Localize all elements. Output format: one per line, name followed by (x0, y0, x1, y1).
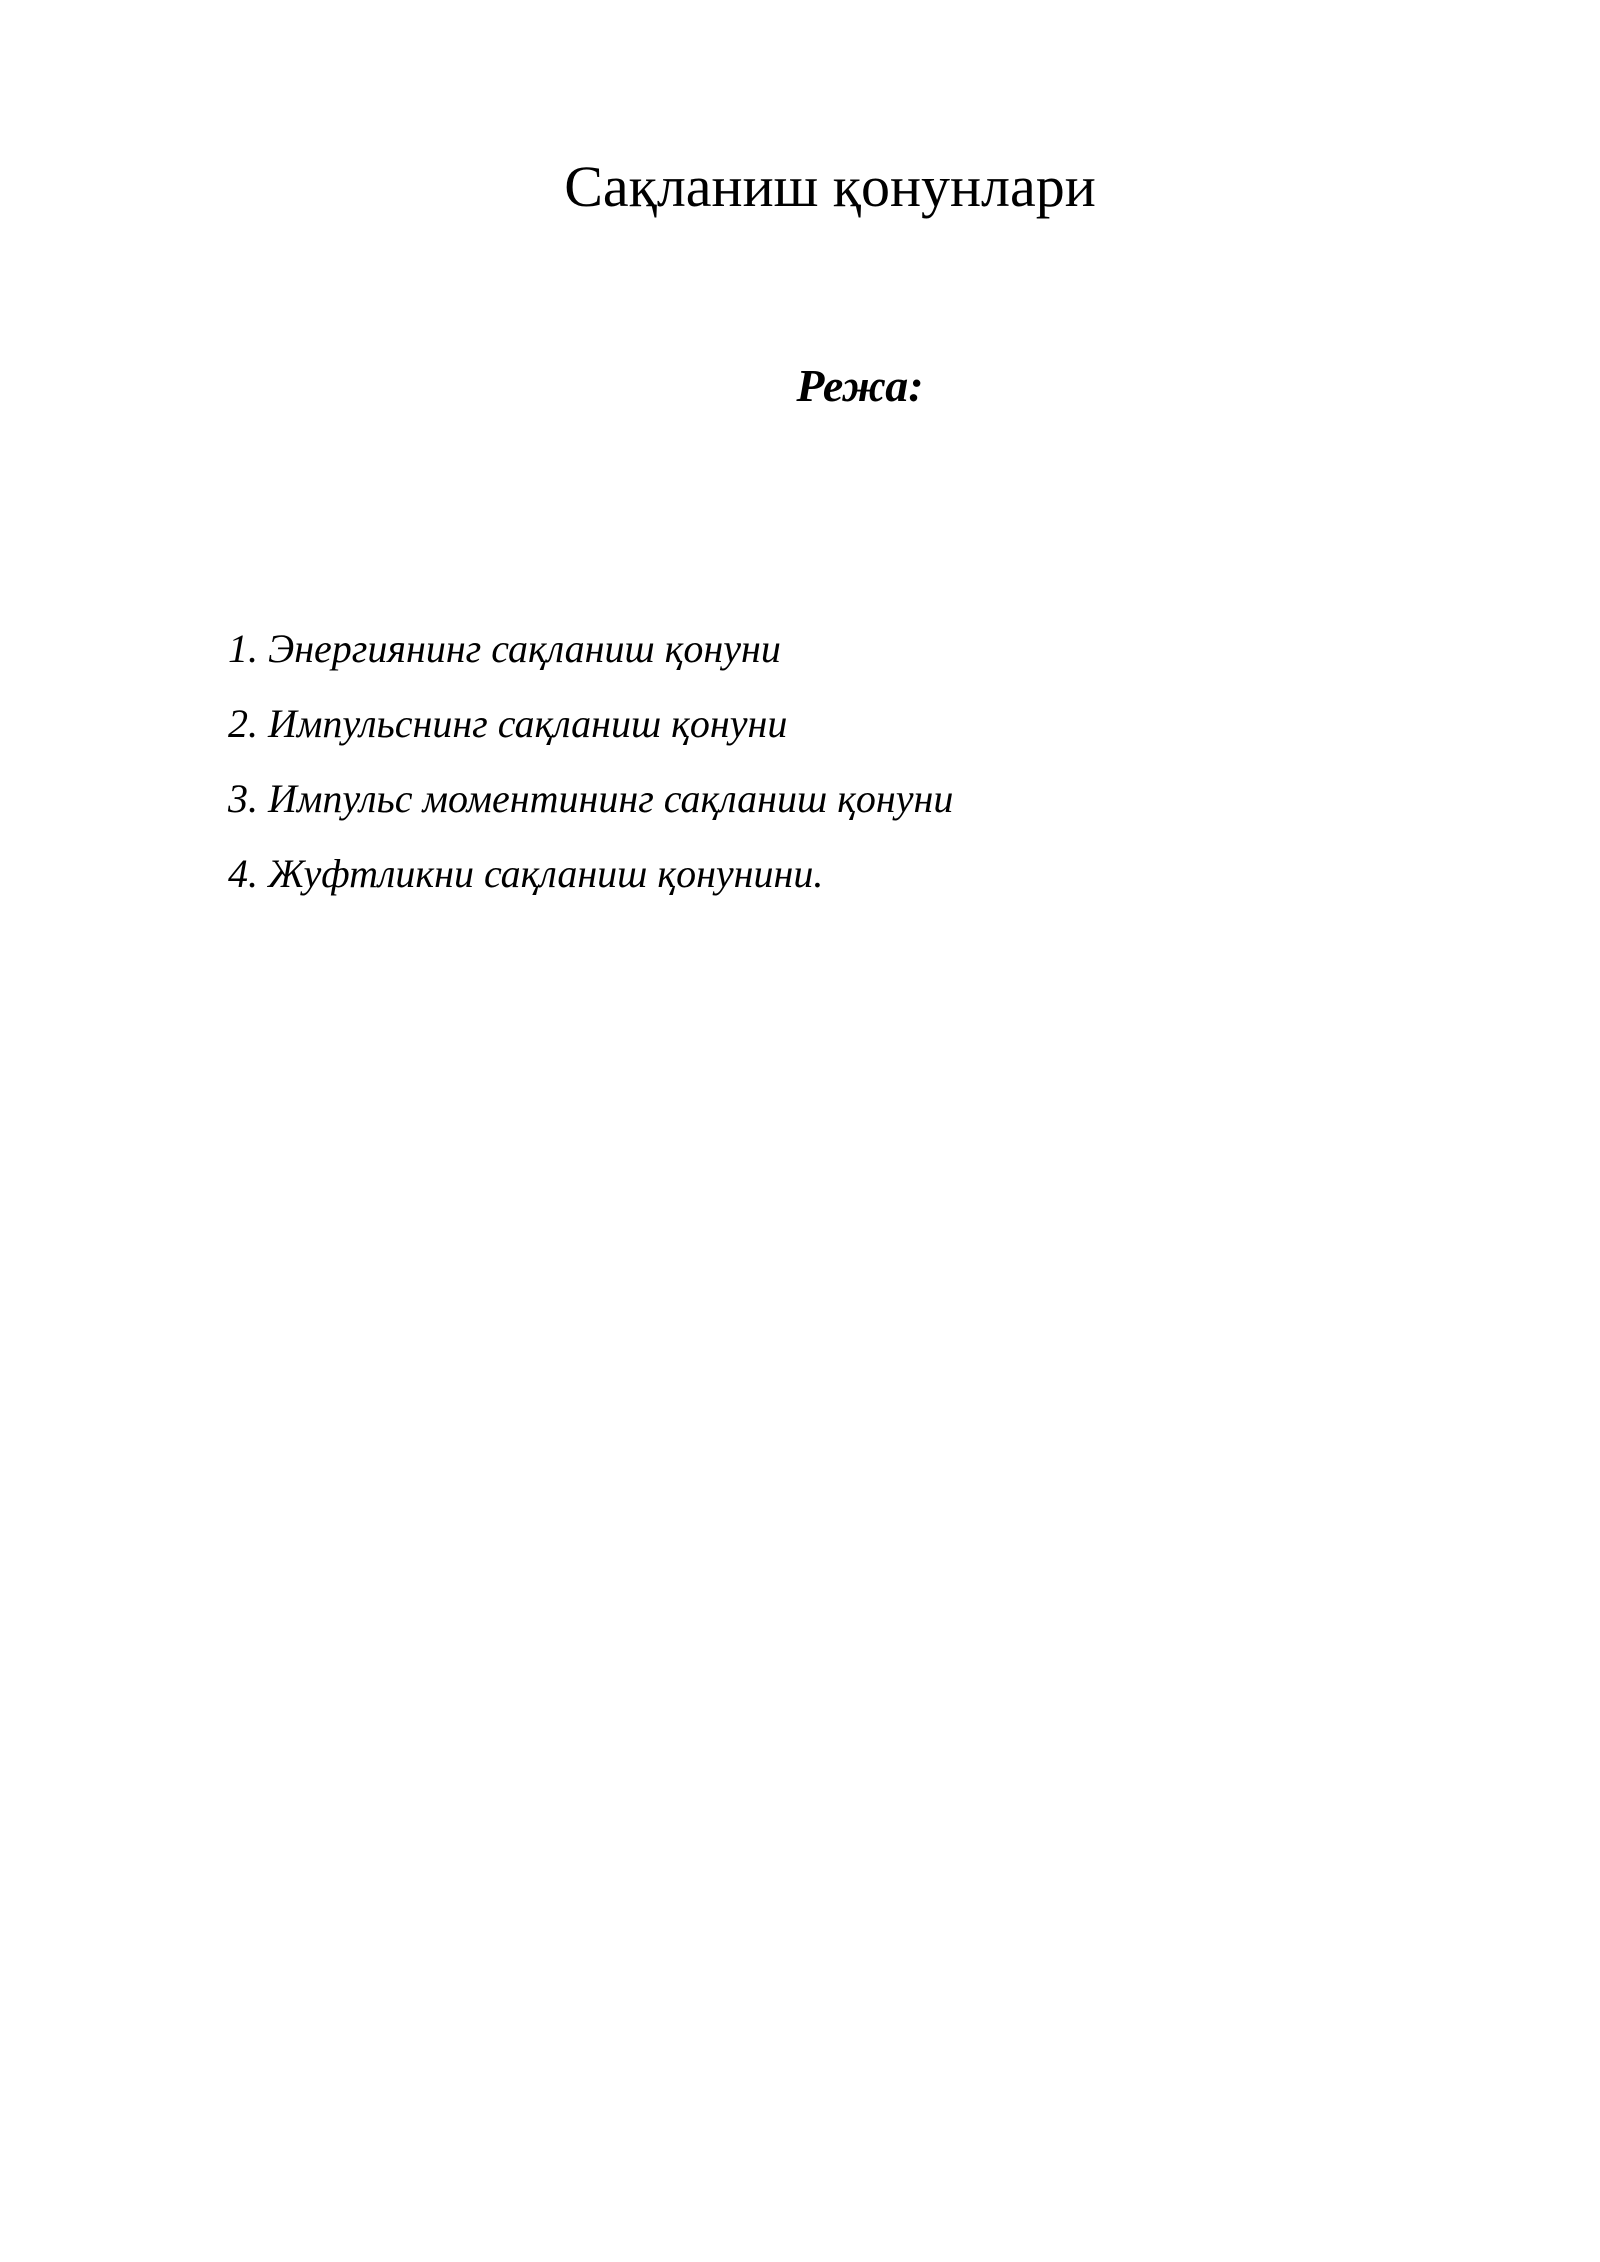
plan-item-label: Импульснинг сақланиш қонуни (268, 701, 788, 746)
plan-item (228, 849, 953, 899)
plan-item (228, 624, 953, 674)
plan-item (228, 774, 953, 824)
plan-item-number: 4. (228, 851, 258, 896)
plan-item-label: Жуфтликни сақланиш қонунини. (268, 851, 824, 896)
plan-item-number: 2. (228, 701, 258, 746)
plan-list (228, 624, 953, 924)
plan-item (228, 699, 953, 749)
plan-heading: Режа: (796, 360, 924, 411)
plan-item-label: Импульс моментининг сақланиш қонуни (268, 776, 954, 821)
document-title: Сақланиш қонунлари (564, 154, 1096, 219)
plan-item-number: 3. (228, 776, 258, 821)
plan-item-label: Энергиянинг сақланиш қонуни (268, 626, 781, 671)
plan-item-number: 1. (228, 626, 258, 671)
